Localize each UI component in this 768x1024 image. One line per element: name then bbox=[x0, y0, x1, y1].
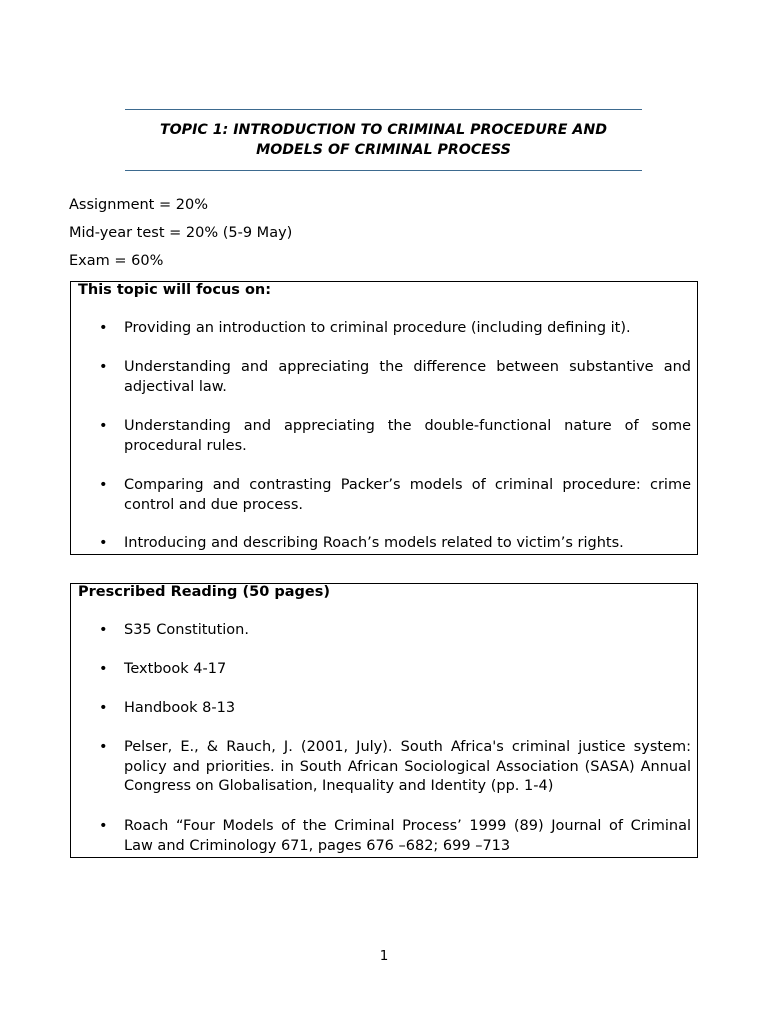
reading-item: Textbook 4-17 bbox=[124, 661, 227, 677]
topic-title-block bbox=[125, 109, 642, 171]
focus-item: Providing an introduction to criminal procedure (including defining it). bbox=[124, 320, 631, 336]
reading-item: Handbook 8-13 bbox=[124, 700, 236, 716]
bullet-marker: • bbox=[99, 477, 108, 493]
reading-item: Roach “Four Models of the Criminal Process’ 1999 (89) Journal of Criminal Law and Criminology 671, pages 676 –682; 699 –713 bbox=[124, 818, 691, 854]
focus-item: Understanding and appreciating the double-functional nature of some procedural rules. bbox=[124, 418, 691, 454]
grade-mid-year-test: Mid-year test = 20% (5-9 May) bbox=[69, 225, 293, 241]
reading-item: S35 Constitution. bbox=[124, 622, 249, 638]
focus-item: Understanding and appreciating the difference between substantive and adjectival law. bbox=[124, 359, 691, 395]
topic-title-line-2: MODELS OF CRIMINAL PROCESS bbox=[256, 142, 511, 158]
reading-box-heading: Prescribed Reading (50 pages) bbox=[78, 584, 330, 600]
bullet-marker: • bbox=[99, 818, 108, 834]
reading-item: Pelser, E., & Rauch, J. (2001, July). South Africa's criminal justice system: policy and priorities. in South African Sociological Association (SASA) Annual Congress on Globalisation, Inequality and Identity (pp. 1-4) bbox=[124, 739, 691, 794]
bullet-marker: • bbox=[99, 700, 108, 716]
focus-item: Introducing and describing Roach’s models related to victim’s rights. bbox=[124, 535, 624, 551]
focus-box bbox=[70, 281, 698, 555]
focus-item: Comparing and contrasting Packer’s models of criminal procedure: crime control and due process. bbox=[124, 477, 691, 513]
grade-assignment: Assignment = 20% bbox=[69, 197, 208, 213]
bullet-marker: • bbox=[99, 320, 108, 336]
bullet-marker: • bbox=[99, 661, 108, 677]
bullet-marker: • bbox=[99, 359, 108, 375]
bullet-marker: • bbox=[99, 535, 108, 551]
bullet-marker: • bbox=[99, 622, 108, 638]
bullet-marker: • bbox=[99, 739, 108, 755]
topic-title-line-1: TOPIC 1: INTRODUCTION TO CRIMINAL PROCEDURE AND bbox=[159, 122, 608, 138]
focus-box-heading: This topic will focus on: bbox=[78, 282, 272, 298]
grade-exam: Exam = 60% bbox=[69, 253, 164, 269]
reading-box bbox=[70, 583, 698, 858]
topic-title bbox=[125, 120, 642, 160]
page-number: 1 bbox=[379, 948, 389, 964]
bullet-marker: • bbox=[99, 418, 108, 434]
